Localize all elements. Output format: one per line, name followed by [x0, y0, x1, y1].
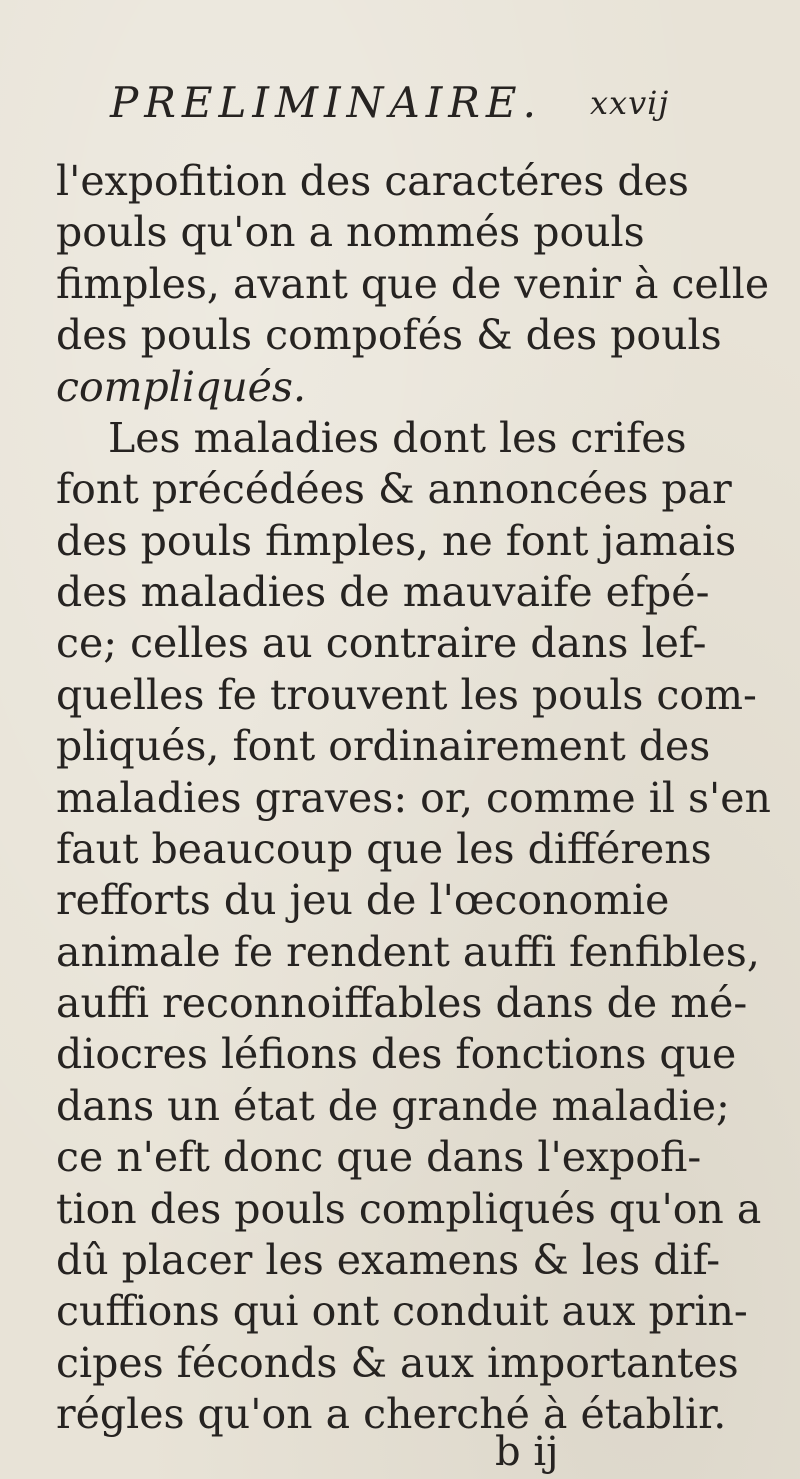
text-line: dans un état de grande maladie; — [56, 1081, 730, 1130]
text-line: dû placer les examens & les dif- — [56, 1235, 721, 1284]
text-line: régles qu'on a cherché à établir. — [56, 1390, 727, 1438]
text-line: des maladies de mauvaife efpé- — [56, 568, 710, 616]
text-line: cuffions qui ont conduit aux prin- — [56, 1287, 748, 1336]
text-line: cipes féconds & aux importantes — [56, 1338, 739, 1387]
text-line: Les maladies dont les crifes — [108, 413, 687, 462]
text-line: font précédées & annoncées par — [56, 465, 732, 514]
text-line: pliqués, font ordinairement des — [56, 722, 711, 771]
text-line: ce n'eft donc que dans l'expofi- — [56, 1133, 702, 1182]
text-line: quelles fe trouvent les pouls com- — [56, 670, 757, 719]
text-line: des pouls compofés & des pouls — [56, 311, 722, 360]
text-line: fimples, avant que de venir à celle — [56, 259, 770, 308]
text-line: l'expofition des caractéres des — [56, 157, 689, 205]
page-number: xxvij — [590, 84, 670, 122]
text-line: diocres léfions des fonctions que — [56, 1030, 737, 1079]
running-head: PRELIMINAIRE. — [110, 78, 542, 127]
text-line: compliqués. — [56, 362, 306, 411]
text-line: pouls qu'on a nommés pouls — [56, 208, 645, 257]
text-line: ce; celles au contraire dans lef- — [56, 619, 707, 668]
text-line: animale fe rendent auffi fenfibles, — [56, 927, 760, 976]
text-line: auffi reconnoiffables dans de mé- — [56, 979, 748, 1027]
text-line: maladies graves: or, comme il s'en — [56, 773, 771, 822]
text-line: des pouls fimples, ne font jamais — [56, 516, 737, 565]
text-line: faut beaucoup que les différens — [56, 824, 712, 873]
text-line: refforts du jeu de l'œconomie — [56, 876, 670, 925]
text-line: tion des pouls compliqués qu'on a — [56, 1184, 762, 1233]
signature-mark: b ij — [495, 1429, 559, 1475]
